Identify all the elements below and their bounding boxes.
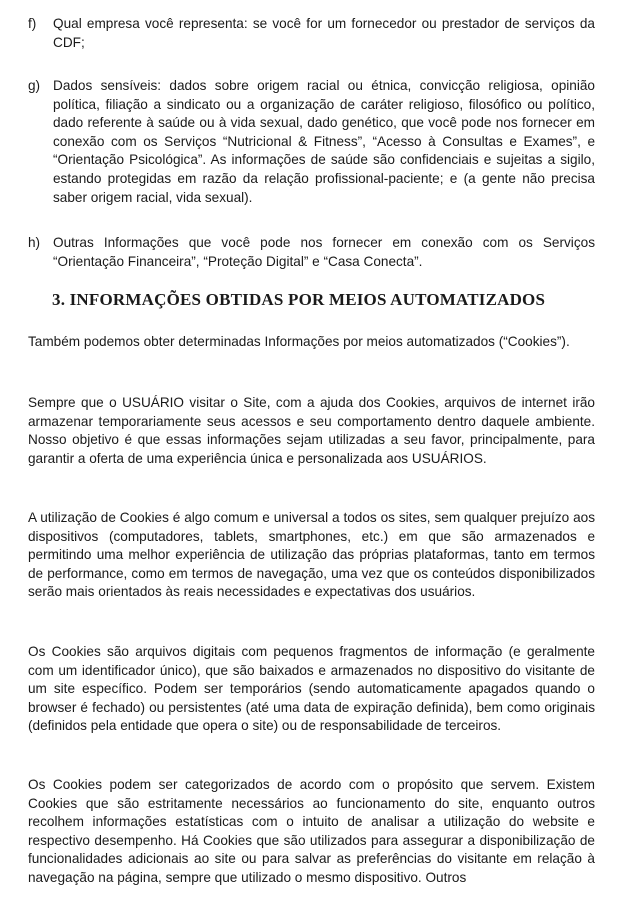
paragraph-cookies-usage: A utilização de Cookies é algo comum e universal a todos os sites, sem qualquer prejuízo aos dispositivos (computadores, tablets, smartphones, etc.) em que são armazenados e permitindo uma melhor experiência de utilização das próprias plataformas, tanto em termos de performance, como em termos de navegação, uma vez que os conteúdos disponibilizados serão mais orientados às reais necessidades e expectativas dos usuários. xyxy=(28,510,595,600)
list-marker: h) xyxy=(28,235,41,250)
paragraph-cookies-intro: Também podemos obter determinadas Informações por meios automatizados (“Cookies”). xyxy=(28,334,570,349)
list-item-f xyxy=(28,15,595,52)
paragraph-cookies-definition: Os Cookies são arquivos digitais com pequenos fragmentos de informação (e geralmente com um identificador único), que são baixados e armazenados no dispositivo do visitante de um site específico. Podem ser temporários (sendo automaticamente apagados quando o browser é fechado) ou persistentes (até uma data de expiração definida), bem como originais (definidos pela entidade que opera o site) ou de responsabilidade de terceiros. xyxy=(28,644,595,734)
list-item-text: Qual empresa você representa: se você for um fornecedor ou prestador de serviços da CDF; xyxy=(53,16,595,50)
list-marker: g) xyxy=(28,78,41,93)
section-heading: 3. INFORMAÇÕES OBTIDAS POR MEIOS AUTOMATIZADOS xyxy=(52,290,546,309)
list-item-text: Dados sensíveis: dados sobre origem racial ou étnica, convicção religiosa, opinião política, filiação a sindicato ou a organização de caráter religioso, filosófico ou político, dado referente à saúde ou à vida sexual, dado genético, que você pode nos fornecer em conexão com os Serviços “Nutricional & Fitness”, “Acesso à Consultas e Exames”, e “Orientação Psicológica”. As informações de saúde são confidenciais e sujeitas a sigilo, estando protegidas em razão da relação profissional-paciente; e (a gente não precisa saber origem racial, vida sexual). xyxy=(53,78,595,205)
list-item-h xyxy=(28,234,595,271)
list-item-text: Outras Informações que você pode nos fornecer em conexão com os Serviços “Orientação Financeira”, “Proteção Digital” e “Casa Conecta”. xyxy=(53,235,595,269)
list-item-g xyxy=(28,77,595,207)
paragraph-site-visit: Sempre que o USUÁRIO visitar o Site, com a ajuda dos Cookies, arquivos de internet irão armazenar temporariamente seus acessos e seu comportamento dentro daquele ambiente. Nosso objetivo é que essas informações sejam utilizadas a seu favor, principalmente, para garantir a oferta de uma experiência única e personalizada aos USUÁRIOS. xyxy=(28,395,595,466)
paragraph-cookies-categories: Os Cookies podem ser categorizados de acordo com o propósito que servem. Existem Cookies que são estritamente necessários ao funcionamento do site, enquanto outros recolhem informações estatísticas com o intuito de analisar a utilização do website e respectivo desempenho. Há Cookies que são utilizados para assegurar a disponibilização de funcionalidades adicionais ao site ou para salvar as preferências do visitante em relação à navegação na página, sempre que utilizado o mesmo dispositivo. Outros xyxy=(28,777,595,885)
list-marker: f) xyxy=(28,16,37,31)
